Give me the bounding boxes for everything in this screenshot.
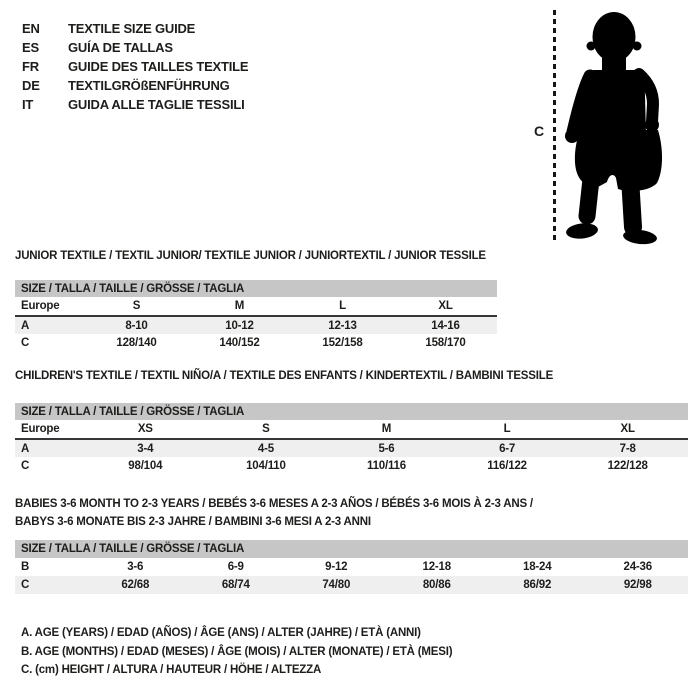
- value-cell: 74/80: [322, 579, 351, 591]
- language-code: EN: [22, 21, 40, 36]
- value-cell: 122/128: [607, 459, 648, 472]
- value-cell: 140/152: [219, 336, 260, 349]
- language-item-fr: [22, 57, 248, 76]
- table-row-age: [15, 440, 688, 457]
- value-cell: 98/104: [128, 459, 163, 472]
- row-label: C: [21, 579, 30, 591]
- value-cell: 9-12: [325, 561, 348, 573]
- value-cell: 116/122: [487, 459, 527, 472]
- height-dashed-line: [553, 10, 556, 243]
- table-row-europe: [15, 297, 497, 317]
- size-cell: M: [381, 423, 392, 435]
- language-item-en: [22, 19, 248, 38]
- language-item-es: [22, 38, 248, 57]
- language-code: IT: [22, 97, 34, 112]
- babies-table: [15, 558, 688, 594]
- legend-line-b: B. AGE (MONTHS) / EDAD (MESES) / ÂGE (MOIS) / ALTER (MONATE) / ETÀ (MESI): [21, 645, 453, 658]
- size-cell: XL: [438, 300, 453, 312]
- table-row-height: [15, 457, 688, 474]
- toddler-silhouette-icon: [560, 10, 666, 245]
- height-marker-label: C: [534, 123, 545, 139]
- value-cell: 6-9: [227, 561, 244, 573]
- size-cell: XS: [137, 423, 153, 435]
- language-label: GUIDA ALLE TAGLIE TESSILI: [68, 97, 245, 112]
- children-table: [15, 420, 688, 474]
- value-cell: 10-12: [225, 319, 254, 332]
- table-row-months: [15, 558, 688, 576]
- junior-size-header: SIZE / TALLA / TAILLE / GRÖSSE / TAGLIA: [15, 280, 497, 297]
- babies-title-line1: BABIES 3-6 MONTH TO 2-3 YEARS / BEBÉS 3-6 MESES A 2-3 AÑOS / BÉBÉS 3-6 MOIS À 2-3 ANS /: [15, 498, 533, 510]
- children-table-title: CHILDREN'S TEXTILE / TEXTIL NIÑO/A / TEXTILE DES ENFANTS / KINDERTEXTIL / BAMBINI TESSILE: [15, 370, 554, 382]
- value-cell: 12-18: [422, 561, 451, 573]
- value-cell: 7-8: [619, 442, 636, 455]
- table-row-age: [15, 317, 497, 334]
- language-item-it: [22, 95, 248, 114]
- size-cell: M: [234, 300, 245, 312]
- language-label: GUIDE DES TAILLES TEXTILE: [68, 59, 249, 74]
- value-cell: 86/92: [523, 579, 552, 591]
- row-label: Europe: [21, 423, 60, 435]
- language-list: [22, 19, 248, 114]
- size-cell: XL: [620, 423, 635, 435]
- language-code: ES: [22, 40, 39, 55]
- value-cell: 152/158: [322, 336, 363, 349]
- row-label: C: [21, 459, 30, 472]
- value-cell: 110/116: [367, 459, 406, 472]
- language-item-de: [22, 76, 248, 95]
- language-code: DE: [22, 78, 40, 93]
- size-cell: S: [132, 300, 141, 312]
- size-cell: L: [339, 300, 346, 312]
- row-label: B: [21, 561, 30, 573]
- value-cell: 4-5: [257, 442, 274, 455]
- row-label: A: [21, 319, 30, 332]
- value-cell: 24-36: [623, 561, 652, 573]
- value-cell: 6-7: [499, 442, 516, 455]
- babies-size-header: SIZE / TALLA / TAILLE / GRÖSSE / TAGLIA: [15, 540, 688, 558]
- row-label: Europe: [21, 300, 60, 312]
- size-cell: L: [503, 423, 511, 435]
- legend: [21, 624, 452, 680]
- row-label: A: [21, 442, 30, 455]
- value-cell: 92/98: [623, 579, 652, 591]
- junior-table-title: JUNIOR TEXTILE / TEXTIL JUNIOR/ TEXTILE JUNIOR / JUNIORTEXTIL / JUNIOR TESSILE: [15, 250, 486, 262]
- table-row-height: [15, 576, 688, 594]
- value-cell: 5-6: [378, 442, 395, 455]
- value-cell: 158/170: [425, 336, 466, 349]
- value-cell: 104/110: [246, 459, 286, 472]
- legend-line-c: C. (cm) HEIGHT / ALTURA / HAUTEUR / HÖHE / ALTEZZA: [21, 664, 322, 676]
- size-cell: S: [262, 423, 270, 435]
- table-row-europe: [15, 420, 688, 440]
- value-cell: 3-6: [127, 561, 144, 573]
- value-cell: 62/68: [121, 579, 150, 591]
- children-size-header: SIZE / TALLA / TAILLE / GRÖSSE / TAGLIA: [15, 403, 688, 420]
- value-cell: 18-24: [523, 561, 552, 573]
- language-code: FR: [22, 59, 39, 74]
- value-cell: 14-16: [431, 319, 460, 332]
- row-label: C: [21, 336, 30, 349]
- value-cell: 80/86: [422, 579, 451, 591]
- value-cell: 8-10: [125, 319, 148, 332]
- value-cell: 12-13: [328, 319, 357, 332]
- language-label: TEXTILE SIZE GUIDE: [68, 21, 196, 36]
- value-cell: 3-4: [137, 442, 154, 455]
- language-label: GUÍA DE TALLAS: [68, 40, 173, 55]
- junior-table: [15, 297, 497, 351]
- value-cell: 68/74: [221, 579, 250, 591]
- babies-table-title: [15, 495, 533, 531]
- value-cell: 128/140: [116, 336, 157, 349]
- babies-title-line2: BABYS 3-6 MONATE BIS 2-3 JAHRE / BAMBINI 3-6 MESI A 2-3 ANNI: [15, 516, 371, 528]
- language-label: TEXTILGRÖßENFÜHRUNG: [68, 78, 230, 93]
- table-row-height: [15, 334, 497, 351]
- legend-line-a: A. AGE (YEARS) / EDAD (AÑOS) / ÂGE (ANS) / ALTER (JAHRE) / ETÀ (ANNI): [21, 627, 421, 639]
